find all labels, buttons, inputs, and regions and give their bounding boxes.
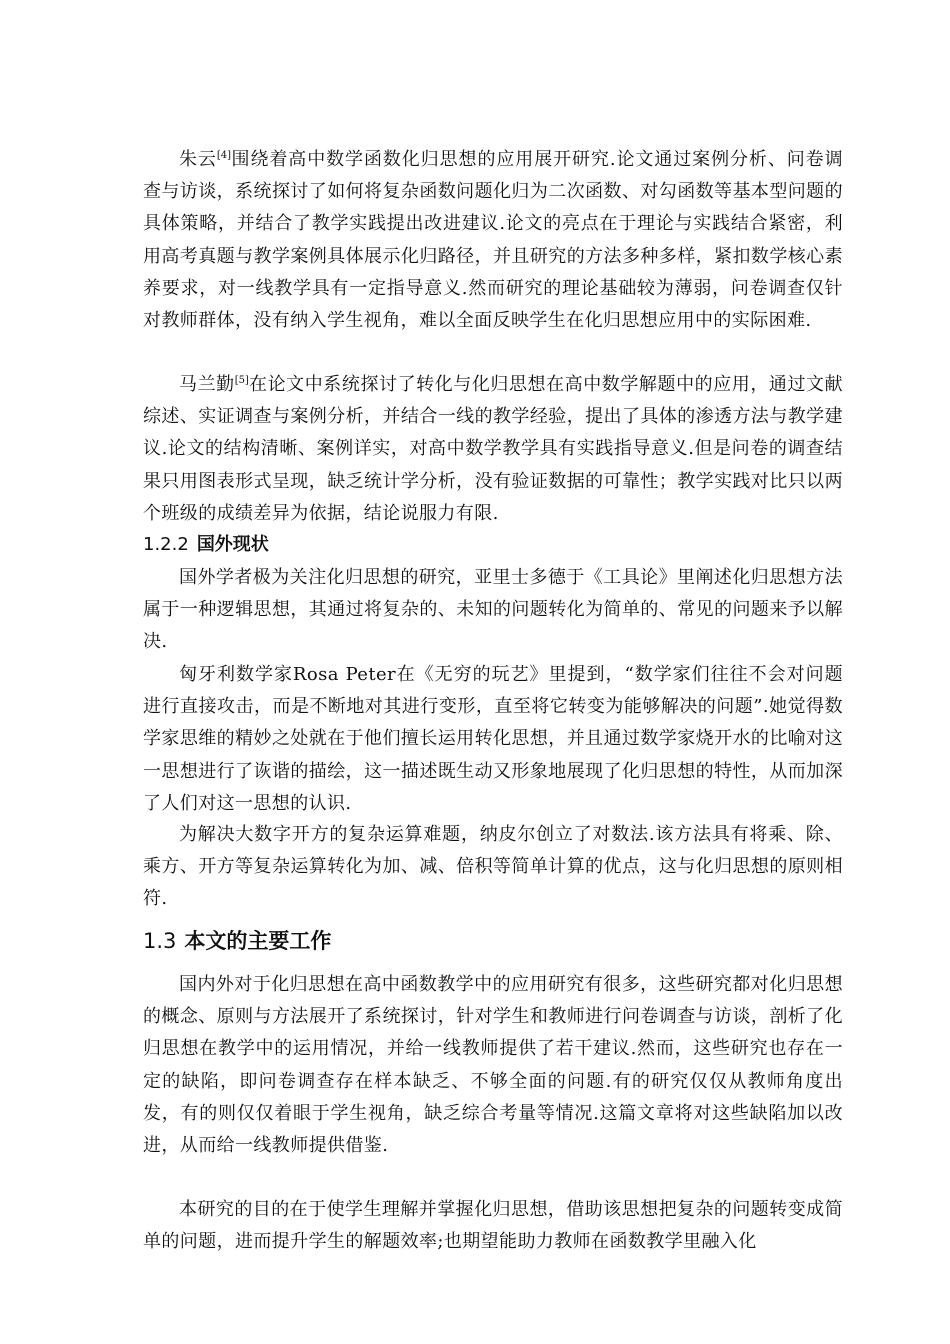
section-number: 1.2.2	[143, 534, 189, 555]
citation-ref: [4]	[216, 150, 232, 161]
section-title: 本文的主要工作	[184, 929, 332, 953]
paragraph-text: 国内外对于化归思想在高中函数教学中的应用研究有很多，这些研究都对化归思想的概念、原则与方法展开了系统探讨，针对学生和教师进行问卷调查与访谈，剖析了化归思想在教学中的运用情况，并给一线教师提供了若干建议.然而，这些研究也存在一定的缺陷，即问卷调查存在样本缺乏、不够全面的问题.有的研究仅仅从教师角度出发，有的则仅仅着眼于学生视角，缺乏综合考量等情况.这篇文章将对这些缺陷加以改进，从而给一线教师提供借鉴.	[143, 974, 843, 1157]
paragraph-text: 在论文中系统探讨了转化与化归思想在高中数学解题中的应用，通过文献综述、实证调查与案例分析，并结合一线的教学经验，提出了具体的渗透方法与教学建议.论文的结构清晰、案例详实，对高中数学教学具有实践指导意义.但是问卷的调查结果只用图表形式呈现，缺乏统计学分析，没有验证数据的可靠性；教学实践对比只以两个班级的成绩差异为依据，结论说服力有限.	[143, 374, 843, 524]
section-heading-1-2-2	[143, 531, 843, 559]
paragraph-napier	[143, 819, 843, 916]
paragraph-purpose	[143, 1194, 843, 1258]
paragraph-text: 为解决大数字开方的复杂运算难题，纳皮尔创立了对数法.该方法具有将乘、除、乘方、开方等复杂运算转化为加、减、倍积等简单计算的优点，这与化归思想的原则相符.	[143, 824, 843, 910]
paragraph-ma-lanqin	[143, 369, 843, 530]
paragraph-text: 本研究的目的在于使学生理解并掌握化归思想，借助该思想把复杂的问题转变成简单的问题，进而提升学生的解题效率;也期望能助力教师在函数教学里融入化	[143, 1199, 843, 1253]
paragraph-text: 围绕着高中数学函数化归思想的应用展开研究.论文通过案例分析、问卷调查与访谈，系统探讨了如何将复杂函数问题化归为二次函数、对勾函数等基本型问题的具体策略，并结合了教学实践提出改进建议.论文的亮点在于理论与实践结合紧密，利用高考真题与教学案例具体展示化归路径，并且研究的方法多种多样，紧扣数学核心素养要求，对一线教学具有一定指导意义.然而研究的理论基础较为薄弱，问卷调查仅针对教师群体，没有纳入学生视角，难以全面反映学生在化归思想应用中的实际困难.	[143, 149, 843, 332]
author-name: 马兰勤	[179, 374, 235, 395]
section-title: 国外现状	[196, 534, 269, 555]
section-number: 1.3	[143, 929, 177, 953]
section-heading-1-3	[143, 926, 843, 956]
paragraph-zhu-yun	[143, 144, 843, 337]
author-name: 朱云	[179, 149, 217, 170]
paragraph-main-work	[143, 969, 843, 1162]
paragraph-text: 国外学者极为关注化归思想的研究，亚里士多德于《工具论》里阐述化归思想方法属于一种逻辑思想，其通过将复杂的、未知的问题转化为简单的、常见的问题来予以解决.	[143, 567, 843, 653]
citation-ref: [5]	[234, 375, 249, 386]
paragraph-aristotle	[143, 562, 843, 659]
paragraph-rosa-peter	[143, 659, 843, 820]
paragraph-text: 匈牙利数学家Rosa Peter在《无穷的玩艺》里提到，“数学家们往往不会对问题进行直接攻击，而是不断地对其进行变形，直至将它转变为能够解决的问题”.她觉得数学家思维的精妙之处就在于他们擅长运用转化思想，并且通过数学家烧开水的比喻对这一思想进行了诙谐的描绘，这一描述既生动又形象地展现了化归思想的特性，从而加深了人们对这一思想的认识.	[143, 664, 843, 814]
